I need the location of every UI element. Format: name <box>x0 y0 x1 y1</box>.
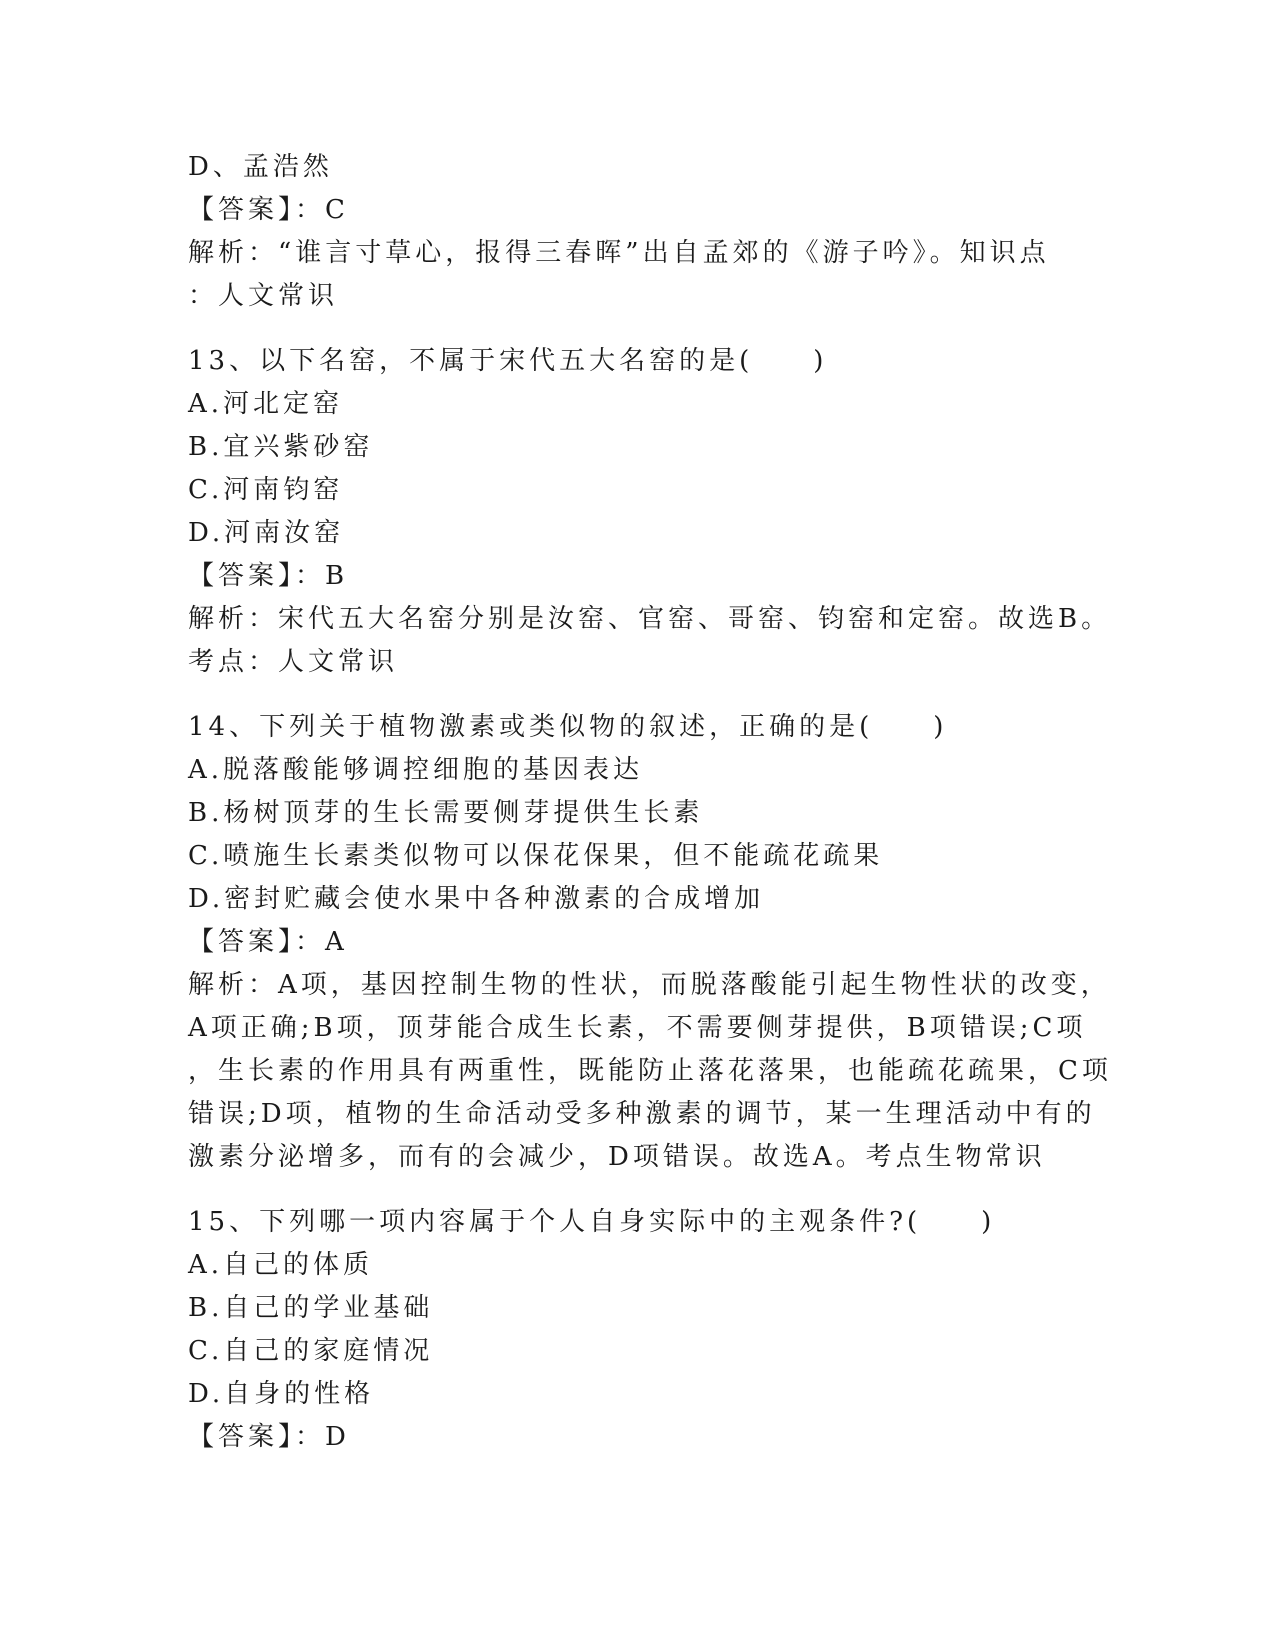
question-15-option-a: A.自己的体质 <box>188 1250 374 1280</box>
question-14-option-c: C.喷施生长素类似物可以保花保果，但不能疏花疏果 <box>188 841 884 871</box>
question-14-analysis-line: A项正确;B项，顶芽能合成生长素，不需要侧芽提供，B项错误;C项 <box>188 1013 1087 1043</box>
question-13-answer: 【答案】：B <box>188 561 349 591</box>
question-14-option-a: A.脱落酸能够调控细胞的基因表达 <box>188 755 644 785</box>
question-15-answer: 【答案】：D <box>188 1422 350 1452</box>
question-14-stem: 14、下列关于植物激素或类似物的叙述，正确的是( ) <box>188 712 948 742</box>
question-14-analysis-line: 错误;D项，植物的生命活动受多种激素的调节，某一生理活动中有的 <box>188 1099 1096 1129</box>
prev-answer: 【答案】：C <box>188 195 349 225</box>
question-15-option-c: C.自己的家庭情况 <box>188 1336 434 1366</box>
question-14-answer: 【答案】：A <box>188 927 348 957</box>
question-13-option-b: B.宜兴紫砂窑 <box>188 432 374 462</box>
question-15-stem: 15、下列哪一项内容属于个人自身实际中的主观条件?( ) <box>188 1207 996 1237</box>
prev-analysis-line: ：人文常识 <box>188 281 339 311</box>
question-15-option-d: D.自身的性格 <box>188 1379 375 1409</box>
question-14-analysis-line: ，生长素的作用具有两重性，既能防止落花落果，也能疏花疏果，C项 <box>188 1056 1112 1086</box>
question-15-option-b: B.自己的学业基础 <box>188 1293 434 1323</box>
prev-analysis-line: 解析：“谁言寸草心，报得三春晖”出自孟郊的《游子吟》。知识点 <box>188 238 1050 268</box>
question-13-option-d: D.河南汝窑 <box>188 518 345 548</box>
question-14-analysis-line: 解析：A项，基因控制生物的性状，而脱落酸能引起生物性状的改变， <box>188 970 1111 1000</box>
question-13-analysis-line: 解析：宋代五大名窑分别是汝窑、官窑、哥窑、钧窑和定窑。故选B。 <box>188 604 1112 634</box>
prev-option-d: D、孟浩然 <box>188 152 333 182</box>
question-14-option-b: B.杨树顶芽的生长需要侧芽提供生长素 <box>188 798 704 828</box>
question-13-stem: 13、以下名窑，不属于宋代五大名窑的是( ) <box>188 346 828 376</box>
question-14-option-d: D.密封贮藏会使水果中各种激素的合成增加 <box>188 884 765 914</box>
question-13-option-a: A.河北定窑 <box>188 389 344 419</box>
question-13-analysis-line: 考点：人文常识 <box>188 647 399 677</box>
question-13-option-c: C.河南钧窑 <box>188 475 344 505</box>
document-body <box>188 146 1112 1459</box>
question-14-analysis-line: 激素分泌增多，而有的会减少，D项错误。故选A。考点生物常识 <box>188 1142 1046 1172</box>
